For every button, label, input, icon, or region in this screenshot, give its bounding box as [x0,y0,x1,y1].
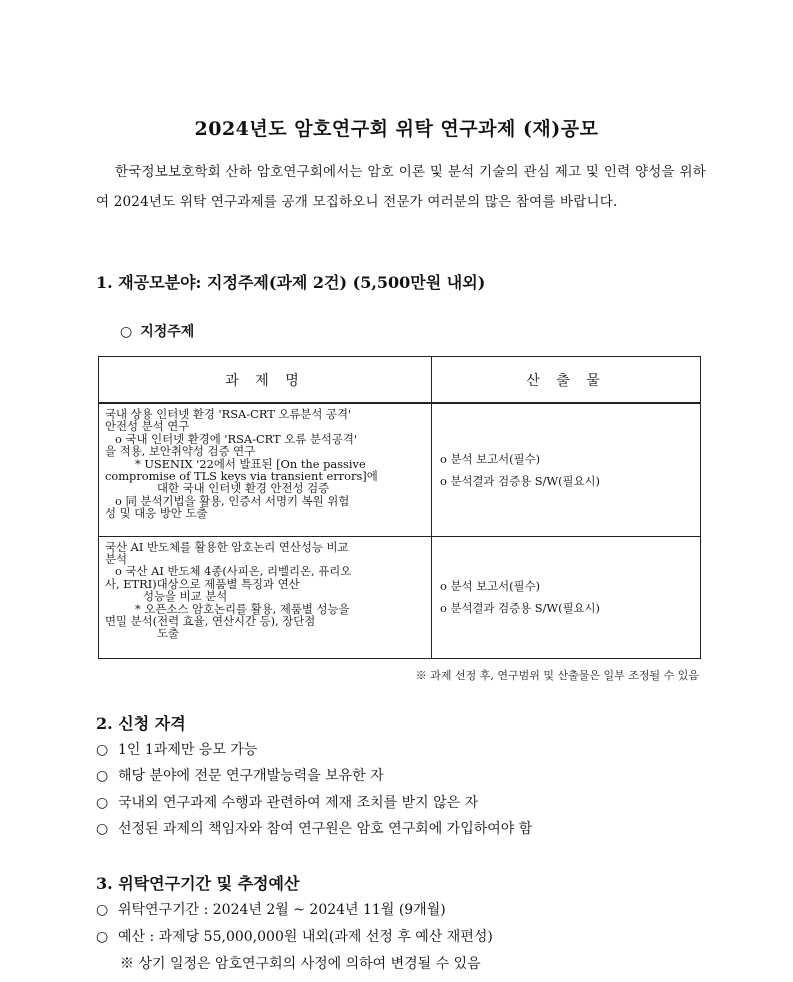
subtitle-label: 지정주제 [140,324,195,340]
list-item [96,792,478,812]
list-item-text: 해당 분야에 전문 연구개발능력을 보유한 자 [118,768,384,784]
circle-bullet-icon: ○ [120,324,133,340]
task-line: 성능을 비교 분석 [143,589,228,604]
task-line: * USENIX '22에서 발표된 [On the passive [135,456,366,471]
document-title: 2024년도 암호연구회 위탁 연구과제 (재)공모 [194,118,599,140]
circle-bullet-icon: ○ [96,821,109,837]
task-cell [99,403,432,536]
header-outputs: 산 출 물 [432,357,701,404]
output-item: o 분석결과 검증용 S/W(필요시) [440,473,600,488]
table-header-row [99,357,701,404]
task-cell [99,536,432,658]
task-line: 사, ETRI)대상으로 제품별 특징과 연산 [105,576,300,591]
table-row [99,403,701,536]
list-item [96,739,257,759]
task-line: o 同 분석기법을 활용, 인증서 서명키 복원 위험 [115,493,350,508]
list-item-text: 국내외 연구과제 수행과 관련하여 제재 조치를 받지 않은 자 [118,795,479,811]
topics-table [98,356,701,659]
list-item-text: 위탁연구기간 : 2024년 2월 ~ 2024년 11월 (9개월) [118,902,446,918]
task-line: 을 적용, 보안취약성 검증 연구 [105,444,256,459]
intro-paragraph: 한국정보보호학회 산하 암호연구회에서는 암호 이론 및 분석 기술의 관심 제고 및 인력 양성을 위하여 2024년도 위탁 연구과제를 공개 모집하오니 전문가 여러분의 많은 참여를 바랍니다. [96,164,706,210]
section-2-title: 2. 신청 자격 [96,714,186,733]
output-item: o 분석결과 검증용 S/W(필요시) [440,601,600,615]
task-line: compromise of TLS keys via transient errors]에 [105,469,378,484]
list-item-text: 1인 1과제만 응모 가능 [118,742,258,758]
task-line: 국내 상용 인터넷 환경 'RSA-CRT 오류분석 공격' [105,407,352,421]
section-1-title: 1. 재공모분야: 지정주제(과제 2건) (5,500만원 내외) [96,273,486,292]
list-item [96,818,532,838]
circle-bullet-icon: ○ [96,902,109,918]
task-line: o 국산 AI 반도체 4종(사피온, 리벨리온, 퓨리오 [115,564,352,579]
list-item [96,926,493,946]
list-item [96,899,446,919]
task-line: 분석 [105,551,128,566]
outputs-cell [432,403,701,536]
designated-topic-subtitle [120,321,194,341]
output-item: o 분석 보고서(필수) [440,579,541,593]
circle-bullet-icon: ○ [96,742,109,758]
outputs-cell [432,536,701,658]
task-line: 대한 국내 인터넷 환경 안전성 검증 [157,481,330,496]
task-line: * 오픈소스 암호논리를 활용, 제품별 성능을 [135,601,350,616]
task-line: o 국내 인터넷 환경에 'RSA-CRT 오류 분석공격' [115,431,358,446]
list-item-text: 예산 : 과제당 55,000,000원 내외(과제 선정 후 예산 재편성) [118,929,493,945]
list-item [96,765,384,785]
table-footnote: ※ 과제 선정 후, 연구범위 및 산출물은 일부 조정될 수 있음 [415,669,699,682]
list-item-text: 선정된 과제의 책임자와 참여 연구원은 암호 연구회에 가입하여야 함 [118,821,533,837]
header-task-name: 과 제 명 [99,357,432,404]
schedule-note: ※ 상기 일정은 암호연구회의 사정에 의하여 변경될 수 있음 [120,956,481,972]
circle-bullet-icon: ○ [96,795,109,811]
task-line: 국산 AI 반도체를 활용한 암호논리 연산성능 비교 [105,539,349,554]
circle-bullet-icon: ○ [96,768,109,784]
task-line: 성 및 대응 방안 도출 [105,506,208,521]
task-line: 면밀 분석(전력 효율, 연산시간 등), 장단점 [105,613,316,628]
section-3-title: 3. 위탁연구기간 및 추정예산 [96,874,300,893]
output-item: o 분석 보고서(필수) [440,451,541,466]
circle-bullet-icon: ○ [96,929,109,945]
task-line: 안전성 분석 연구 [105,419,190,434]
task-line: 도출 [157,626,180,641]
table-row [99,536,701,658]
